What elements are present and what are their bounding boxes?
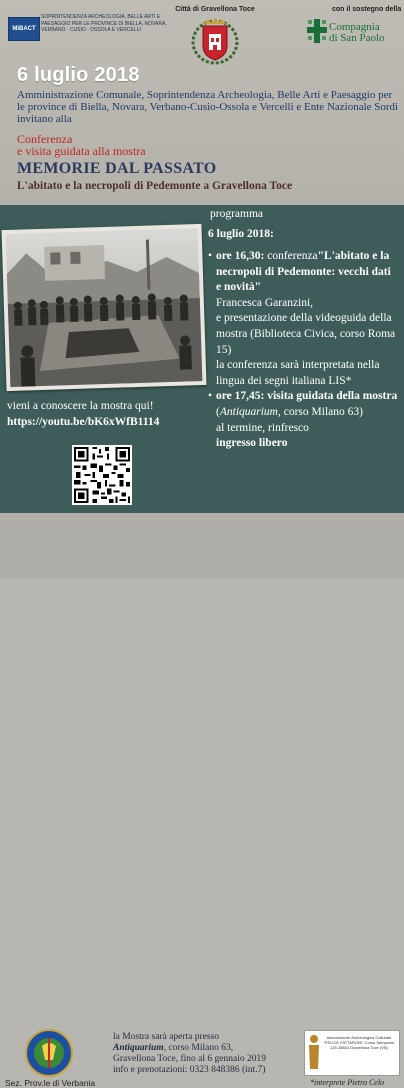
program-date: 6 luglio 2018: xyxy=(208,228,274,240)
video-link[interactable]: https://youtu.be/bK6xWfB1114 xyxy=(7,416,160,428)
compagnia-cross-icon xyxy=(306,17,328,45)
qr-code-icon[interactable] xyxy=(72,445,132,505)
exhibition-title: MEMORIE DAL PASSATO xyxy=(17,160,217,177)
video-invite: vieni a conoscere la mostra qui! xyxy=(7,400,154,412)
program-list xyxy=(208,249,398,452)
verbania-label: Sez. Prov.le di Verbania xyxy=(5,1078,96,1088)
exhibition-info: la Mostra sarà aperta presso Antiquarium, corso Milano 63, Gravellona Toce, fino al 6 gennaio 2019 info e prenotazioni: 0323 848386 (int.7) xyxy=(113,1032,266,1075)
program-speaker: Francesca Garanzini, xyxy=(216,296,314,309)
program-presentation: e presentazione della videoguida della mostra (Biblioteca Civica, corso Roma 15) xyxy=(216,312,396,356)
excavation-photo xyxy=(2,224,207,391)
invite-text: Amministrazione Comunale, Soprintendenza Archeologia, Belle Arti e Paesaggio per le province di Biella, Novara, Verbano-Cusio-Ossola e Vercelli e Ente Nazionale Sordi invitano alla xyxy=(17,89,399,125)
date-title: 6 luglio 2018 xyxy=(17,64,140,86)
program-refreshment: al termine, rinfresco xyxy=(216,421,309,434)
program-item-conference: • ore 16,30: conferenza"L'abitato e la necropoli di Pedemonte: vecchi dati e novità" xyxy=(208,249,398,296)
program-free-entry: ingresso libero xyxy=(216,437,288,450)
interpreter-note: *interprete Pietro Celo xyxy=(310,1078,385,1087)
header xyxy=(0,0,404,60)
association-figure-icon xyxy=(306,1033,322,1071)
association-text: Associazione Archeologica Culturale "FELICE FATTARONI" Corso Sempione 125 28883 Gravellona Toce (VB) xyxy=(323,1035,395,1050)
conference-label: Conferenza e visita guidata alla mostra xyxy=(17,132,146,158)
program-heading: programma xyxy=(210,208,264,220)
citta-label: Città di Gravellona Toce xyxy=(175,6,255,13)
sostegno-label: con il sostegno della xyxy=(332,6,402,13)
compagnia-text: Compagnia di San Paolo xyxy=(329,21,385,44)
excavation-photo-image xyxy=(6,228,203,387)
footer xyxy=(0,513,404,1088)
soprintendenza-text: SOPRINTENDENZA ARCHEOLOGIA, BELLE ARTI E PAESAGGIO PER LE PROVINCE DI BIELLA, NOVARA, VERBANO - CUSIO - OSSOLA E VERCELLI xyxy=(41,14,167,34)
mibact-logo: MiBACT xyxy=(8,17,40,41)
ens-verbania-logo-icon xyxy=(20,1028,78,1078)
gravellona-crest-icon xyxy=(190,16,240,64)
program-item-visit: • ore 17,45: visita guidata della mostra (Antiquarium, corso Milano 63) xyxy=(208,389,398,420)
program-lis-note: la conferenza sarà interpretata nella lingua dei segni italiana LIS* xyxy=(216,359,380,387)
exhibition-subtitle: L'abitato e la necropoli di Pedemonte a Gravellona Toce xyxy=(17,180,293,192)
